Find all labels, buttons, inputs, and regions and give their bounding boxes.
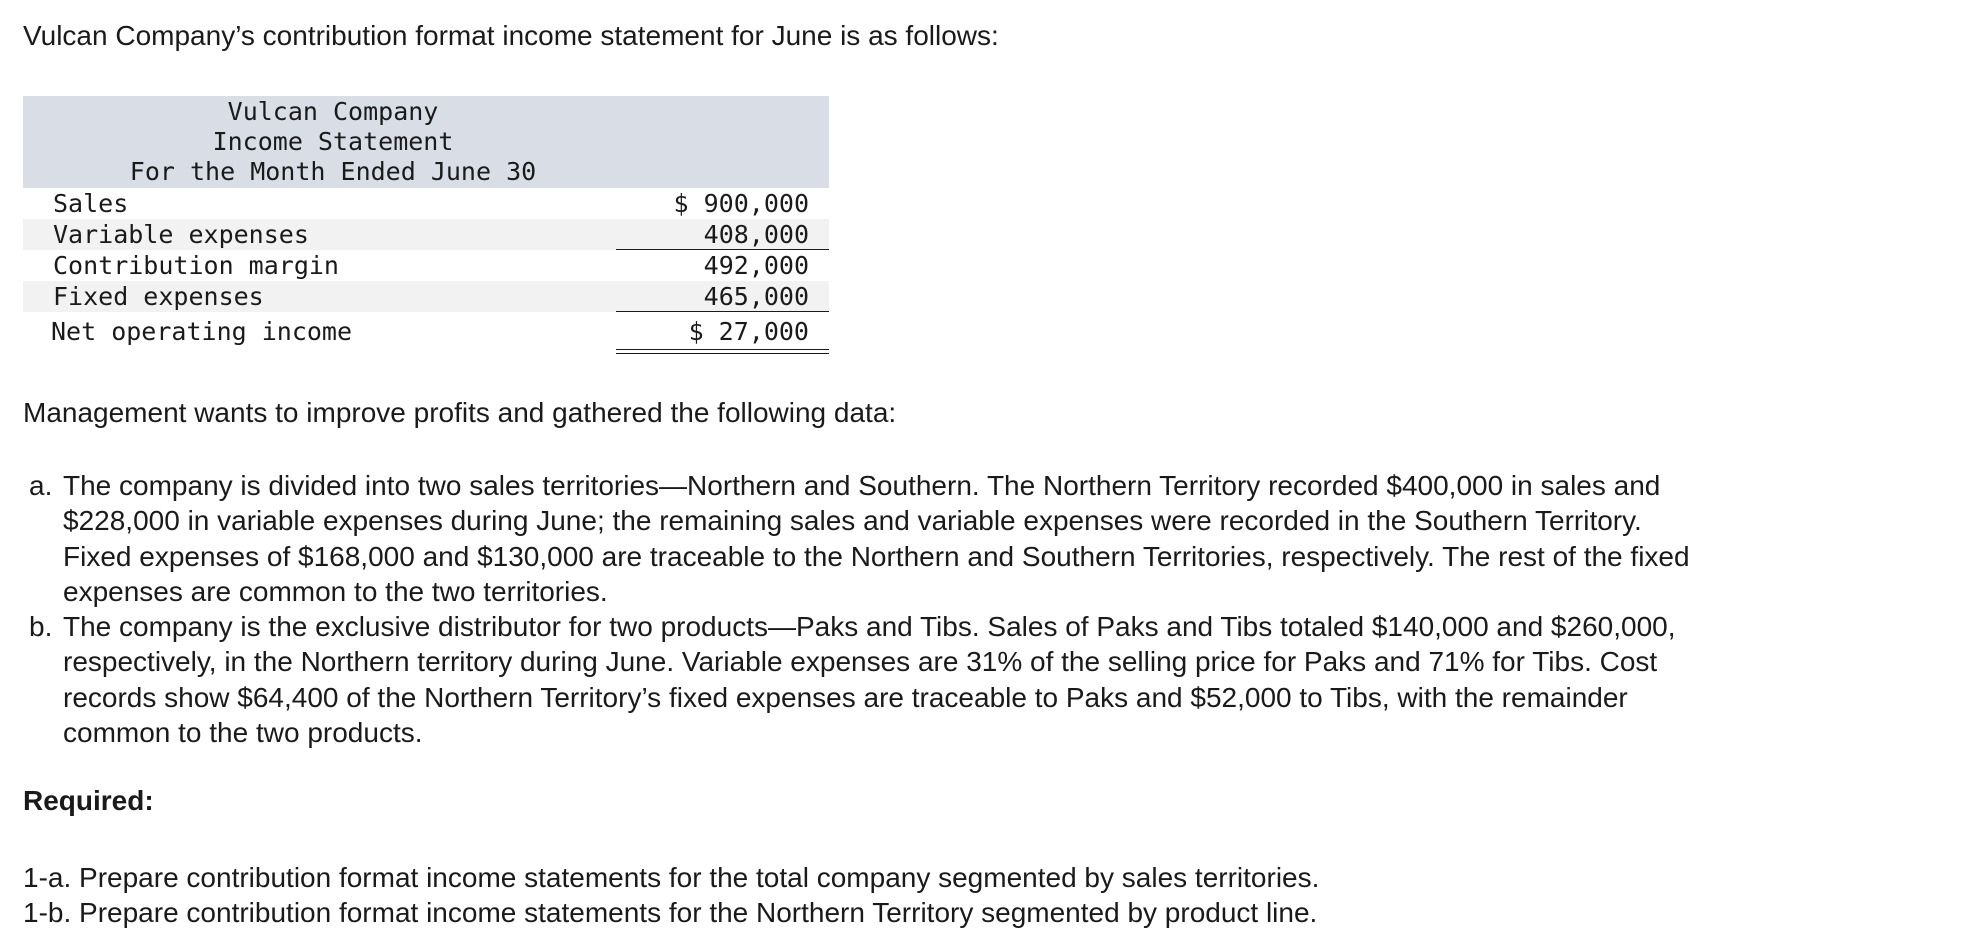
management-text: Management wants to improve profits and gathered the following data: <box>23 397 897 428</box>
list-item <box>23 609 1963 750</box>
total-double-underline <box>616 349 829 354</box>
row-contribution-margin <box>23 250 829 281</box>
statement-company: Vulcan Company <box>227 97 439 126</box>
item-line: Fixed expenses of $168,000 and $130,000 are traceable to the Northern and Southern Territories, respectively. The rest of the fixed <box>63 540 1690 572</box>
item-line: records show $64,400 of the Northern Territory’s fixed expenses are traceable to Paks and $52,000 to Tibs, with the remainder <box>63 681 1628 713</box>
list-marker: b. <box>29 611 53 643</box>
row-label: Contribution margin <box>53 251 339 280</box>
required-item: 1-b. Prepare contribution format income statements for the Northern Territory segmented by product line. <box>23 897 1318 928</box>
item-line: The company is the exclusive distributor for two products—Paks and Tibs. Sales of Paks and Tibs totaled $140,000 and $260,000, <box>63 611 1676 643</box>
statement-header <box>23 96 829 188</box>
row-amount: 408,000 <box>703 220 809 249</box>
row-amount: $ 900,000 <box>673 189 809 218</box>
row-label: Net operating income <box>51 317 353 346</box>
row-fixed-expenses <box>23 281 829 312</box>
intro-text: Vulcan Company’s contribution format income statement for June is as follows: <box>23 20 999 51</box>
data-list <box>23 468 1963 750</box>
required-heading: Required: <box>23 785 154 816</box>
row-amount: 492,000 <box>703 251 809 280</box>
item-line: respectively, in the Northern territory during June. Variable expenses are 31% of the selling price for Paks and 71% for Tibs. Cost <box>63 646 1658 678</box>
item-line: $228,000 in variable expenses during June; the remaining sales and variable expenses were recorded in the Southern Territory. <box>63 505 1642 537</box>
statement-period: For the Month Ended June 30 <box>129 157 537 186</box>
required-list <box>23 860 1319 930</box>
row-amount: $ 27,000 <box>688 317 809 346</box>
row-label: Sales <box>53 189 129 218</box>
row-label: Variable expenses <box>53 220 309 249</box>
row-variable-expenses <box>23 219 829 250</box>
row-sales <box>23 188 829 219</box>
list-item <box>23 468 1963 609</box>
item-line: The company is divided into two sales territories—Northern and Southern. The Northern Territory recorded $400,000 in sales and <box>63 470 1661 501</box>
income-statement-table <box>23 96 829 350</box>
statement-title: Income Statement <box>212 127 454 156</box>
row-amount: 465,000 <box>703 282 809 311</box>
row-net-operating-income <box>23 312 829 350</box>
item-line: common to the two products. <box>63 717 423 749</box>
list-marker: a. <box>29 470 53 501</box>
required-item: 1-a. Prepare contribution format income statements for the total company segmented by sales territories. <box>23 862 1320 893</box>
item-line: expenses are common to the two territories. <box>63 575 608 607</box>
row-label: Fixed expenses <box>53 282 264 311</box>
